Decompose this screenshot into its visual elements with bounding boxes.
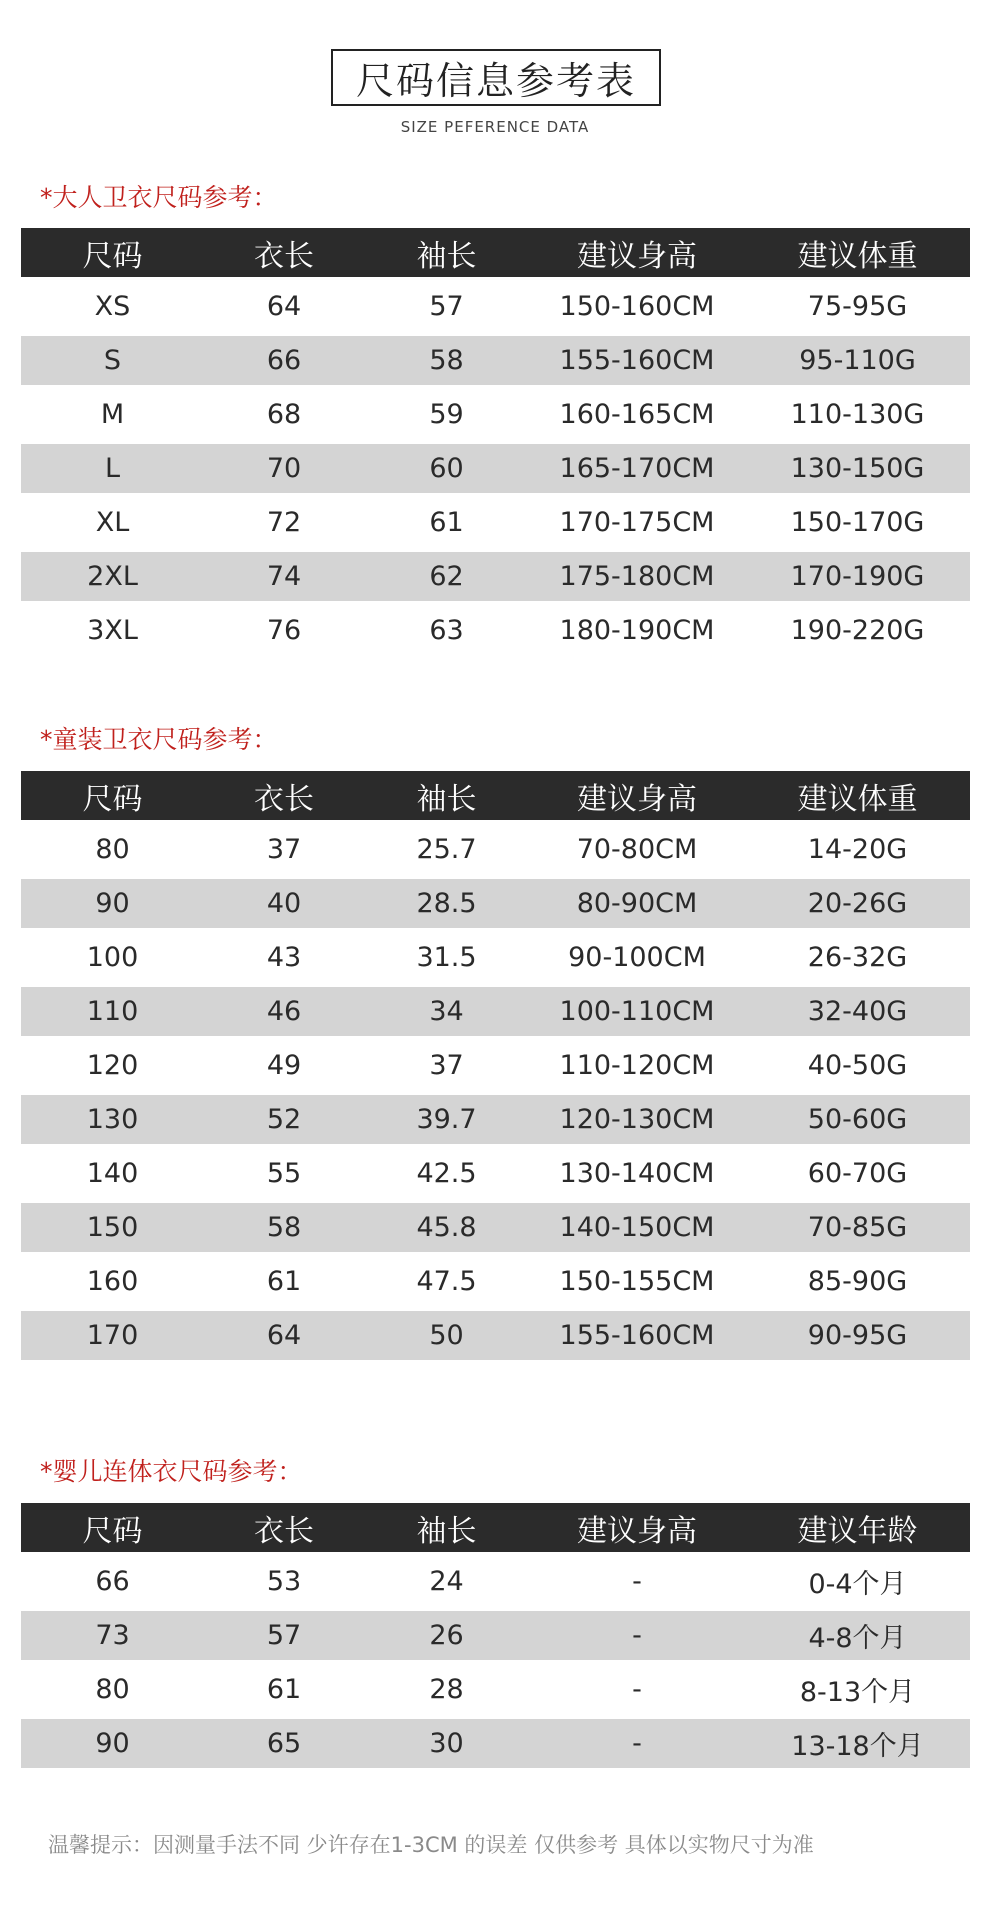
table-cell: 52 — [266, 1104, 302, 1135]
table-cell: 24 — [429, 1566, 464, 1597]
table-cell: 130-140CM — [559, 1158, 715, 1189]
table-cell: 45.8 — [416, 1212, 477, 1243]
table-row — [21, 987, 970, 1036]
column-header: 尺码 — [82, 781, 143, 817]
table-row — [21, 1660, 970, 1719]
table-cell: XS — [94, 291, 131, 322]
table-cell: 58 — [266, 1212, 302, 1243]
table-cell: 170-175CM — [559, 507, 715, 538]
column-header: 建议身高 — [577, 781, 697, 817]
table-cell: 64 — [266, 291, 302, 322]
table-cell: 140-150CM — [559, 1212, 715, 1243]
table-cell: L — [104, 453, 121, 484]
table-cell: - — [632, 1620, 642, 1651]
table-cell: 110-130G — [790, 399, 925, 430]
table-cell: 63 — [429, 615, 464, 646]
table-cell: 26 — [429, 1620, 464, 1651]
table-cell: 85-90G — [807, 1266, 908, 1297]
footer-note: 温馨提示：因测量手法不同 少许存在1-3CM 的误差 仅供参考 具体以实物尺寸为准 — [48, 1833, 814, 1857]
table-cell: 150 — [86, 1212, 139, 1243]
column-header: 衣长 — [254, 781, 314, 817]
table-cell: 90-95G — [807, 1320, 908, 1351]
table-cell: 80 — [95, 1674, 130, 1705]
page-subtitle: SIZE PEFERENCE DATA — [400, 118, 590, 136]
column-header: 袖长 — [416, 238, 477, 274]
table-cell: 4-8个月 — [808, 1623, 907, 1654]
table-cell: 8-13个月 — [799, 1677, 916, 1708]
table-row — [21, 928, 970, 987]
table-header-row — [21, 1503, 970, 1552]
column-header: 袖长 — [416, 1513, 477, 1549]
table-cell: 57 — [266, 1620, 302, 1651]
table-cell: S — [103, 345, 122, 376]
table-cell: 59 — [429, 399, 464, 430]
table-cell: 34 — [429, 996, 464, 1027]
table-cell: - — [632, 1566, 642, 1597]
table-cell: 165-170CM — [559, 453, 715, 484]
table-cell: 57 — [429, 291, 464, 322]
table-cell: - — [632, 1728, 642, 1759]
table-header-row — [21, 228, 970, 277]
table-cell: 42.5 — [416, 1158, 477, 1189]
table-cell: 110-120CM — [559, 1050, 715, 1081]
baby-size-table — [21, 1503, 970, 1768]
table-cell: 49 — [266, 1050, 302, 1081]
table-row — [21, 1611, 970, 1660]
table-cell: 90 — [95, 888, 130, 919]
table-row — [21, 336, 970, 385]
table-cell: 76 — [266, 615, 302, 646]
table-cell: 58 — [429, 345, 464, 376]
table-cell: 190-220G — [790, 615, 925, 646]
table-cell: 155-160CM — [559, 345, 715, 376]
table-cell: 180-190CM — [559, 615, 715, 646]
table-cell: 150-170G — [790, 507, 925, 538]
table-row — [21, 493, 970, 552]
table-row — [21, 1552, 970, 1611]
column-header: 建议身高 — [577, 1513, 697, 1549]
table-cell: 20-26G — [807, 888, 908, 919]
table-cell: 37 — [266, 834, 302, 865]
table-cell: 120 — [86, 1050, 139, 1081]
table-cell: 74 — [266, 561, 302, 592]
table-cell: 39.7 — [416, 1104, 477, 1135]
column-header: 衣长 — [254, 238, 314, 274]
table-row — [21, 879, 970, 928]
table-cell: 130 — [86, 1104, 139, 1135]
table-row — [21, 1095, 970, 1144]
table-cell: 61 — [266, 1674, 302, 1705]
table-cell: 62 — [429, 561, 464, 592]
column-header: 建议年龄 — [797, 1513, 918, 1549]
table-cell: 61 — [266, 1266, 302, 1297]
table-cell: 31.5 — [416, 942, 477, 973]
table-row — [21, 1719, 970, 1768]
table-cell: 72 — [266, 507, 302, 538]
table-cell: 110 — [86, 996, 139, 1027]
table-row — [21, 820, 970, 879]
table-row — [21, 1144, 970, 1203]
table-cell: 170-190G — [790, 561, 925, 592]
table-row — [21, 385, 970, 444]
table-cell: 73 — [95, 1620, 130, 1651]
table-cell: 53 — [266, 1566, 302, 1597]
table-cell: 37 — [429, 1050, 464, 1081]
table-cell: 13-18个月 — [791, 1731, 924, 1762]
table-cell: 90-100CM — [568, 942, 706, 973]
table-cell: 100 — [86, 942, 139, 973]
table-cell: 140 — [86, 1158, 139, 1189]
table-cell: 64 — [266, 1320, 302, 1351]
table-row — [21, 1252, 970, 1311]
baby-section-title: *婴儿连体衣尺码参考： — [40, 1457, 303, 1486]
table-cell: 2XL — [87, 561, 138, 592]
table-cell: 130-150G — [790, 453, 925, 484]
table-cell: 160-165CM — [559, 399, 715, 430]
table-cell: 150-155CM — [559, 1266, 715, 1297]
table-cell: 90 — [95, 1728, 130, 1759]
column-header: 建议体重 — [797, 238, 918, 274]
table-cell: M — [100, 399, 125, 430]
table-cell: 95-110G — [799, 345, 916, 376]
column-header: 衣长 — [254, 1513, 314, 1549]
column-header: 尺码 — [82, 1513, 143, 1549]
table-cell: 14-20G — [807, 834, 908, 865]
table-cell: 66 — [266, 345, 302, 376]
table-cell: 30 — [429, 1728, 464, 1759]
table-cell: - — [632, 1674, 642, 1705]
table-cell: 160 — [86, 1266, 139, 1297]
table-cell: 60 — [429, 453, 464, 484]
adult-size-table — [21, 228, 970, 660]
table-cell: 55 — [266, 1158, 302, 1189]
table-cell: 25.7 — [416, 834, 477, 865]
table-header-row — [21, 771, 970, 820]
kids-size-table — [21, 771, 970, 1360]
table-row — [21, 444, 970, 493]
table-cell: 50-60G — [807, 1104, 908, 1135]
table-cell: 40 — [266, 888, 302, 919]
table-row — [21, 601, 970, 660]
table-cell: 43 — [266, 942, 302, 973]
column-header: 建议身高 — [577, 238, 697, 274]
table-cell: 150-160CM — [559, 291, 715, 322]
table-cell: 60-70G — [807, 1158, 908, 1189]
table-cell: 175-180CM — [559, 561, 715, 592]
table-cell: 28 — [429, 1674, 464, 1705]
table-row — [21, 552, 970, 601]
column-header: 建议体重 — [797, 781, 918, 817]
table-row — [21, 1203, 970, 1252]
table-cell: 70-85G — [807, 1212, 908, 1243]
table-cell: 80 — [95, 834, 130, 865]
adult-section-title: *大人卫衣尺码参考： — [40, 183, 278, 212]
table-cell: 70-80CM — [576, 834, 698, 865]
column-header: 袖长 — [416, 781, 477, 817]
table-cell: 155-160CM — [559, 1320, 715, 1351]
table-cell: 3XL — [87, 615, 138, 646]
table-cell: 75-95G — [807, 291, 908, 322]
table-cell: 0-4个月 — [808, 1569, 907, 1600]
table-cell: 70 — [266, 453, 302, 484]
table-cell: 80-90CM — [576, 888, 698, 919]
table-cell: XL — [95, 507, 130, 538]
table-cell: 100-110CM — [559, 996, 715, 1027]
table-cell: 32-40G — [807, 996, 908, 1027]
kids-section-title: *童装卫衣尺码参考： — [40, 725, 278, 754]
table-cell: 170 — [86, 1320, 139, 1351]
table-cell: 120-130CM — [559, 1104, 715, 1135]
table-cell: 65 — [266, 1728, 302, 1759]
table-row — [21, 1311, 970, 1360]
column-header: 尺码 — [82, 238, 143, 274]
table-row — [21, 1036, 970, 1095]
table-cell: 50 — [429, 1320, 464, 1351]
table-cell: 68 — [266, 399, 302, 430]
table-cell: 40-50G — [807, 1050, 908, 1081]
page-title: 尺码信息参考表 — [331, 49, 661, 106]
table-cell: 47.5 — [416, 1266, 477, 1297]
table-cell: 28.5 — [416, 888, 477, 919]
table-cell: 66 — [95, 1566, 130, 1597]
table-cell: 46 — [266, 996, 302, 1027]
table-row — [21, 277, 970, 336]
table-cell: 26-32G — [807, 942, 908, 973]
table-cell: 61 — [429, 507, 464, 538]
